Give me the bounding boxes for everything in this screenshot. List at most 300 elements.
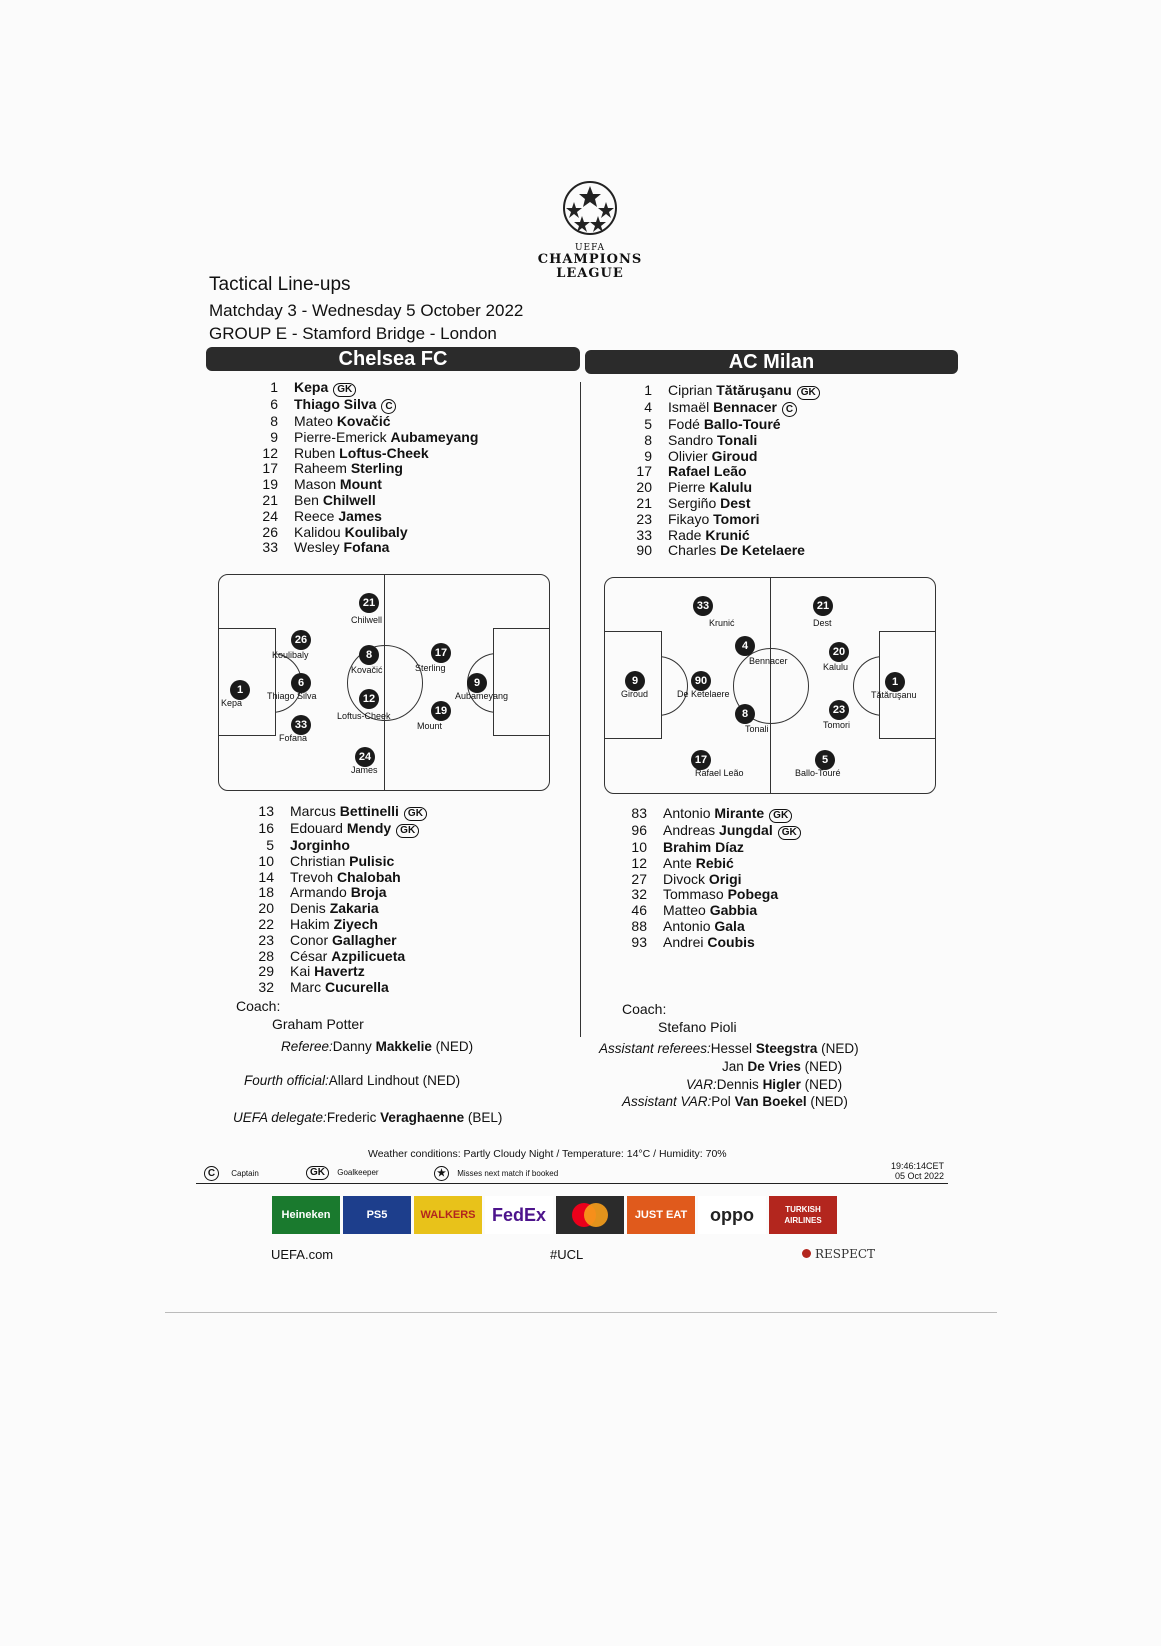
pitch-player-label: Mount (417, 721, 443, 731)
player-name (668, 480, 752, 496)
player-last-name: Cucurella (325, 979, 389, 996)
pitch-player-label: Kepa (221, 698, 243, 708)
away-starters-list (612, 383, 820, 559)
player-number: 33 (636, 526, 652, 543)
player-last-name: Sterling (350, 460, 403, 477)
referee-last: Makkelie (375, 1039, 432, 1054)
player-first-name: Marcus (290, 803, 340, 819)
captain-icon: C (782, 402, 797, 417)
player-row (607, 935, 801, 951)
player-last-name: Ballo-Touré (703, 416, 781, 432)
player-row (234, 933, 427, 949)
away-pitch (604, 577, 936, 794)
away-subs-list (607, 806, 801, 951)
delegate-label: UEFA delegate: (233, 1110, 327, 1125)
player-name (668, 543, 805, 559)
home-pitch (218, 574, 550, 791)
ar2-nat: (NED) (804, 1059, 843, 1074)
player-first-name: Matteo (663, 902, 710, 919)
player-row (607, 903, 801, 919)
sponsor-name: oppo (710, 1205, 754, 1225)
player-row (607, 887, 801, 903)
player-number: 46 (631, 902, 647, 919)
star-icon: ★ (434, 1166, 449, 1181)
center-divider (580, 382, 581, 1037)
sponsor-logo (698, 1196, 766, 1234)
player-first-name: Kai (290, 963, 315, 980)
ar-label: Assistant referees: (599, 1041, 711, 1056)
player-number: 1 (270, 379, 278, 395)
logo-uefa: UEFA (574, 243, 606, 253)
player-row (234, 821, 427, 838)
pitch-player-label: Chilwell (351, 615, 383, 625)
referee-first: Danny (332, 1039, 372, 1054)
player-row (607, 840, 801, 856)
timestamp-date: 05 Oct 2022 (894, 1171, 944, 1181)
pitch-player-dot: 5 (815, 750, 835, 770)
player-name (663, 823, 801, 840)
ar2-last: De Vries (747, 1059, 801, 1074)
logo-league: LEAGUE (556, 266, 624, 281)
player-number: 18 (258, 884, 274, 901)
player-first-name: Antonio (663, 805, 715, 821)
away-coach-label: Coach: (622, 1001, 667, 1017)
logo-champions: CHAMPIONS (537, 252, 643, 267)
player-row (238, 540, 478, 556)
player-number: 33 (262, 539, 278, 556)
page-bottom-rule (165, 1312, 997, 1313)
player-name (290, 901, 379, 917)
goalkeeper-icon: GK (404, 807, 427, 821)
var-line (686, 1077, 842, 1092)
sponsor-name: TURKISH AIRLINES (784, 1205, 822, 1225)
player-row (238, 525, 478, 541)
player-number: 90 (636, 542, 652, 559)
player-last-name: Bennacer (713, 399, 777, 415)
avar-first: Pol (711, 1094, 731, 1109)
sponsor-strip (272, 1196, 840, 1234)
player-number: 26 (262, 523, 278, 540)
pitch-player-label: Aubameyang (455, 691, 509, 701)
player-number: 16 (258, 820, 274, 836)
captain-icon: C (381, 399, 396, 414)
player-name (290, 821, 419, 838)
player-last-name: Kovačić (336, 413, 391, 429)
footer-respect-text: RESPECT (815, 1247, 876, 1261)
ar1-last: Steegstra (755, 1041, 818, 1056)
player-name (294, 493, 376, 509)
pitch-player-dot: 8 (359, 645, 379, 665)
pitch-player-label: Thiago Silva (267, 691, 317, 701)
goalkeeper-icon: GK (797, 386, 820, 400)
player-number: 4 (644, 399, 652, 415)
pitch-player-dot: 21 (813, 596, 833, 616)
player-name (668, 496, 751, 512)
player-first-name: Antonio (663, 917, 715, 934)
player-number: 17 (636, 463, 652, 480)
player-number: 20 (636, 479, 652, 496)
player-first-name: Marc (290, 979, 325, 996)
player-row (612, 496, 820, 512)
player-number: 10 (631, 839, 647, 855)
player-last-name: Brahim Díaz (663, 839, 744, 855)
player-name (290, 854, 394, 870)
player-number: 19 (262, 476, 278, 493)
respect-icon (802, 1249, 811, 1258)
pitch-player-label: Rafael Leão (695, 768, 744, 778)
footer-respect (802, 1247, 875, 1261)
pitch-player-dot: 20 (829, 642, 849, 662)
player-number: 8 (644, 431, 652, 448)
player-last-name: Tonali (717, 431, 758, 448)
player-row (238, 446, 478, 462)
player-number: 14 (258, 868, 274, 885)
player-first-name: Christian (290, 852, 350, 869)
sponsor-logo (627, 1196, 695, 1234)
pitch-player-label: Koulibaly (272, 650, 309, 660)
player-name (663, 903, 757, 919)
player-last-name: Kepa (294, 379, 329, 395)
player-first-name: Sergiño (668, 494, 721, 511)
player-first-name: Denis (290, 900, 330, 917)
player-last-name: Chalobah (336, 868, 401, 885)
player-first-name: Tommaso (663, 886, 728, 903)
player-name (668, 464, 747, 480)
player-number: 20 (258, 900, 274, 917)
player-number: 10 (258, 852, 274, 869)
player-first-name: Fodé (668, 416, 704, 432)
player-row (234, 870, 427, 886)
pitch-player-dot: 12 (359, 689, 379, 709)
player-name (668, 512, 760, 528)
goalkeeper-icon: GK (778, 826, 801, 840)
pitch-player-label: Fofana (279, 733, 308, 743)
player-number: 21 (636, 494, 652, 511)
var-first: Dennis (716, 1077, 759, 1092)
away-coach-name: Stefano Pioli (658, 1019, 737, 1035)
player-last-name: Aubameyang (390, 428, 479, 445)
player-first-name: Armando (290, 884, 351, 901)
sponsor-name: JUST EAT (634, 1209, 688, 1221)
player-name (290, 838, 350, 854)
var-last: Higler (762, 1077, 801, 1092)
player-name (663, 919, 745, 935)
player-row (612, 543, 820, 559)
player-name (294, 380, 356, 397)
player-first-name: Ante (663, 854, 696, 871)
player-first-name: Raheem (294, 460, 351, 477)
player-name (294, 525, 408, 541)
pitch-player-dot: 33 (693, 596, 713, 616)
player-last-name: Azpilicueta (331, 947, 406, 964)
timestamp-time: 19:46:14CET (890, 1161, 944, 1171)
pitch-player-dot: 17 (431, 643, 451, 663)
player-last-name: Kalulu (709, 479, 753, 496)
pitch-player-label: Ballo-Touré (795, 768, 841, 778)
player-first-name: Rade (668, 526, 706, 543)
legend-goalkeeper-text: Goalkeeper (337, 1168, 379, 1177)
player-last-name: Thiago Silva (294, 396, 377, 412)
player-number: 23 (636, 510, 652, 527)
fourth-label: Fourth official: (244, 1073, 329, 1088)
pitch-player-dot: 6 (291, 673, 311, 693)
player-row (234, 901, 427, 917)
player-name (290, 804, 427, 821)
player-number: 27 (631, 870, 647, 887)
player-first-name: Andreas (663, 822, 720, 838)
player-name (290, 949, 405, 965)
goalkeeper-icon: GK (333, 383, 356, 397)
pitch-player-dot: 26 (291, 630, 311, 650)
captain-icon: C (204, 1166, 219, 1181)
player-first-name: Ismaël (668, 399, 714, 415)
player-row (238, 430, 478, 446)
pitch-player-dot: 8 (735, 704, 755, 724)
player-row (607, 856, 801, 872)
home-coach-name: Graham Potter (272, 1016, 364, 1032)
pitch-player-dot: 9 (467, 673, 487, 693)
player-name (663, 872, 742, 888)
avar-nat: (NED) (810, 1094, 848, 1109)
player-last-name: Gabbia (709, 902, 758, 919)
player-last-name: Mirante (714, 805, 765, 821)
player-last-name: Rafael Leão (668, 463, 747, 480)
player-name (294, 414, 391, 430)
player-last-name: Tomori (713, 510, 760, 527)
var-nat: (NED) (804, 1077, 843, 1092)
player-name (290, 885, 387, 901)
player-row (607, 919, 801, 935)
referee-label: Referee: (281, 1039, 333, 1054)
player-name (290, 870, 401, 886)
pitch-player-label: Kalulu (823, 662, 849, 672)
delegate-nat: (BEL) (467, 1110, 503, 1125)
player-first-name: Trevoh (290, 868, 337, 885)
player-last-name: Gala (714, 917, 745, 934)
player-name (668, 400, 797, 417)
player-number: 17 (262, 460, 278, 477)
player-row (612, 464, 820, 480)
player-last-name: Giroud (711, 447, 758, 464)
player-row (234, 854, 427, 870)
player-last-name: Gallagher (332, 931, 397, 948)
pitch-player-dot: 23 (829, 700, 849, 720)
player-row (238, 493, 478, 509)
player-number: 12 (631, 854, 647, 871)
pitch-player-dot: 9 (625, 671, 645, 691)
player-first-name: Reece (294, 507, 339, 524)
player-row (238, 509, 478, 525)
player-row (234, 917, 427, 933)
player-number: 32 (258, 979, 274, 996)
player-name (663, 935, 755, 951)
player-row (238, 477, 478, 493)
player-name (294, 540, 389, 556)
player-row (234, 949, 427, 965)
player-last-name: Jungdal (719, 822, 773, 838)
pitch-player-dot: 21 (359, 593, 379, 613)
starball-icon (562, 180, 618, 236)
player-row (234, 804, 427, 821)
pitch-player-label: Dest (813, 618, 832, 628)
player-number: 23 (258, 931, 274, 948)
var-label: VAR: (686, 1077, 717, 1092)
sponsor-name: Heineken (281, 1209, 331, 1221)
player-name (668, 383, 820, 400)
player-name (290, 917, 378, 933)
pitch-player-label: James (351, 765, 378, 775)
player-last-name: Mendy (346, 820, 392, 836)
legend-captain (204, 1166, 259, 1181)
home-team-bar: Chelsea FC (206, 347, 580, 371)
player-number: 32 (631, 886, 647, 903)
player-name (663, 887, 778, 903)
player-number: 24 (262, 507, 278, 524)
player-last-name: Ziyech (333, 915, 378, 932)
sponsor-logo (343, 1196, 411, 1234)
referee-line (281, 1039, 473, 1054)
player-name (668, 433, 757, 449)
player-number: 9 (644, 447, 652, 464)
player-last-name: Fofana (343, 539, 390, 556)
player-last-name: Pulisic (349, 852, 395, 869)
home-coach-label: Coach: (236, 998, 281, 1014)
player-row (612, 512, 820, 528)
player-row (234, 885, 427, 901)
goalkeeper-icon: GK (306, 1166, 329, 1180)
pitch-player-label: Krunić (709, 618, 735, 628)
pitch-player-label: Tonali (745, 724, 769, 734)
player-last-name: Havertz (314, 963, 365, 980)
player-last-name: Krunić (705, 526, 750, 543)
player-number: 88 (631, 917, 647, 934)
legend-captain-text: Captain (231, 1169, 259, 1178)
player-last-name: Origi (708, 870, 742, 887)
legend-rule (196, 1183, 948, 1184)
goalkeeper-icon: GK (396, 824, 419, 838)
player-row (234, 964, 427, 980)
player-name (663, 856, 734, 872)
player-number: 9 (270, 428, 278, 445)
player-name (668, 449, 757, 465)
player-name (294, 397, 396, 414)
player-row (238, 461, 478, 477)
pitch-player-dot: 17 (691, 750, 711, 770)
ar2-first: Jan (722, 1059, 744, 1074)
player-number: 22 (258, 915, 274, 932)
player-name (294, 430, 478, 446)
player-row (612, 417, 820, 433)
player-last-name: Coubis (707, 933, 755, 950)
player-row (612, 400, 820, 417)
player-name (294, 461, 403, 477)
ar1-first: Hessel (710, 1041, 753, 1056)
player-last-name: Dest (720, 494, 751, 511)
home-subs-list (234, 804, 427, 996)
sponsor-logo (414, 1196, 482, 1234)
player-number: 21 (262, 491, 278, 508)
player-last-name: Pobega (727, 886, 779, 903)
player-row (607, 806, 801, 823)
player-last-name: Koulibaly (344, 523, 408, 540)
player-last-name: Tătăruşanu (716, 382, 792, 398)
player-first-name: Divock (663, 870, 709, 887)
pitch-player-dot: 19 (431, 701, 451, 721)
player-number: 29 (258, 963, 274, 980)
player-number: 1 (644, 382, 652, 398)
player-name (668, 417, 781, 433)
player-first-name: Sandro (668, 431, 718, 448)
pitch-player-dot: 24 (355, 747, 375, 767)
player-last-name: Bettinelli (339, 803, 399, 819)
delegate-line (233, 1110, 502, 1125)
player-number: 6 (270, 396, 278, 412)
referee-nat: (NED) (435, 1039, 474, 1054)
legend-goalkeeper (306, 1166, 379, 1180)
player-first-name: Pierre-Emerick (294, 428, 391, 445)
group-line: GROUP E - Stamford Bridge - London (209, 324, 497, 343)
player-first-name: Mateo (294, 413, 337, 429)
pitch-player-dot: 1 (230, 680, 250, 700)
delegate-first: Frederic (326, 1110, 377, 1125)
avar-last: Van Boekel (734, 1094, 807, 1109)
assistant-referee-line-2 (722, 1059, 842, 1074)
player-last-name: Loftus-Cheek (339, 444, 429, 461)
player-first-name: Mason (294, 476, 340, 493)
pitch-player-label: Giroud (621, 689, 649, 699)
player-last-name: Mount (339, 476, 382, 493)
delegate-last: Veraghaenne (380, 1110, 465, 1125)
pitch-player-label: Sterling (415, 663, 446, 673)
player-name (294, 477, 382, 493)
player-number: 5 (644, 416, 652, 432)
player-first-name: Ruben (294, 444, 340, 461)
player-first-name: Fikayo (668, 510, 714, 527)
player-name (294, 446, 429, 462)
pitch-player-dot: 90 (691, 671, 711, 691)
player-last-name: James (338, 507, 382, 524)
home-starters-list (238, 380, 478, 556)
pitch-player-dot: 1 (885, 672, 905, 692)
away-team-bar: AC Milan (585, 350, 958, 374)
player-row (612, 433, 820, 449)
player-first-name: Andrei (663, 933, 708, 950)
sponsor-logo (485, 1196, 553, 1234)
player-last-name: Rebić (695, 854, 734, 871)
player-name (663, 806, 792, 823)
player-name (290, 980, 389, 996)
player-first-name: Ben (294, 491, 323, 508)
goalkeeper-icon: GK (769, 809, 792, 823)
player-name (294, 509, 382, 525)
player-last-name: De Ketelaere (720, 542, 805, 559)
player-name (668, 528, 750, 544)
ucl-logo (530, 180, 650, 281)
player-row (238, 380, 478, 397)
player-last-name: Chilwell (322, 491, 376, 508)
ar1-nat: (NED) (821, 1041, 859, 1056)
player-number: 93 (631, 933, 647, 950)
pitch-player-label: Loftus-Cheek (337, 711, 391, 721)
fourth-official-line (244, 1073, 460, 1088)
player-first-name: Wesley (294, 539, 344, 556)
pitch-player-dot: 4 (735, 636, 755, 656)
player-last-name: Broja (350, 884, 387, 901)
player-first-name: Conor (290, 931, 333, 948)
player-last-name: Zakaria (329, 900, 379, 917)
player-row (612, 528, 820, 544)
player-number: 83 (631, 805, 647, 821)
